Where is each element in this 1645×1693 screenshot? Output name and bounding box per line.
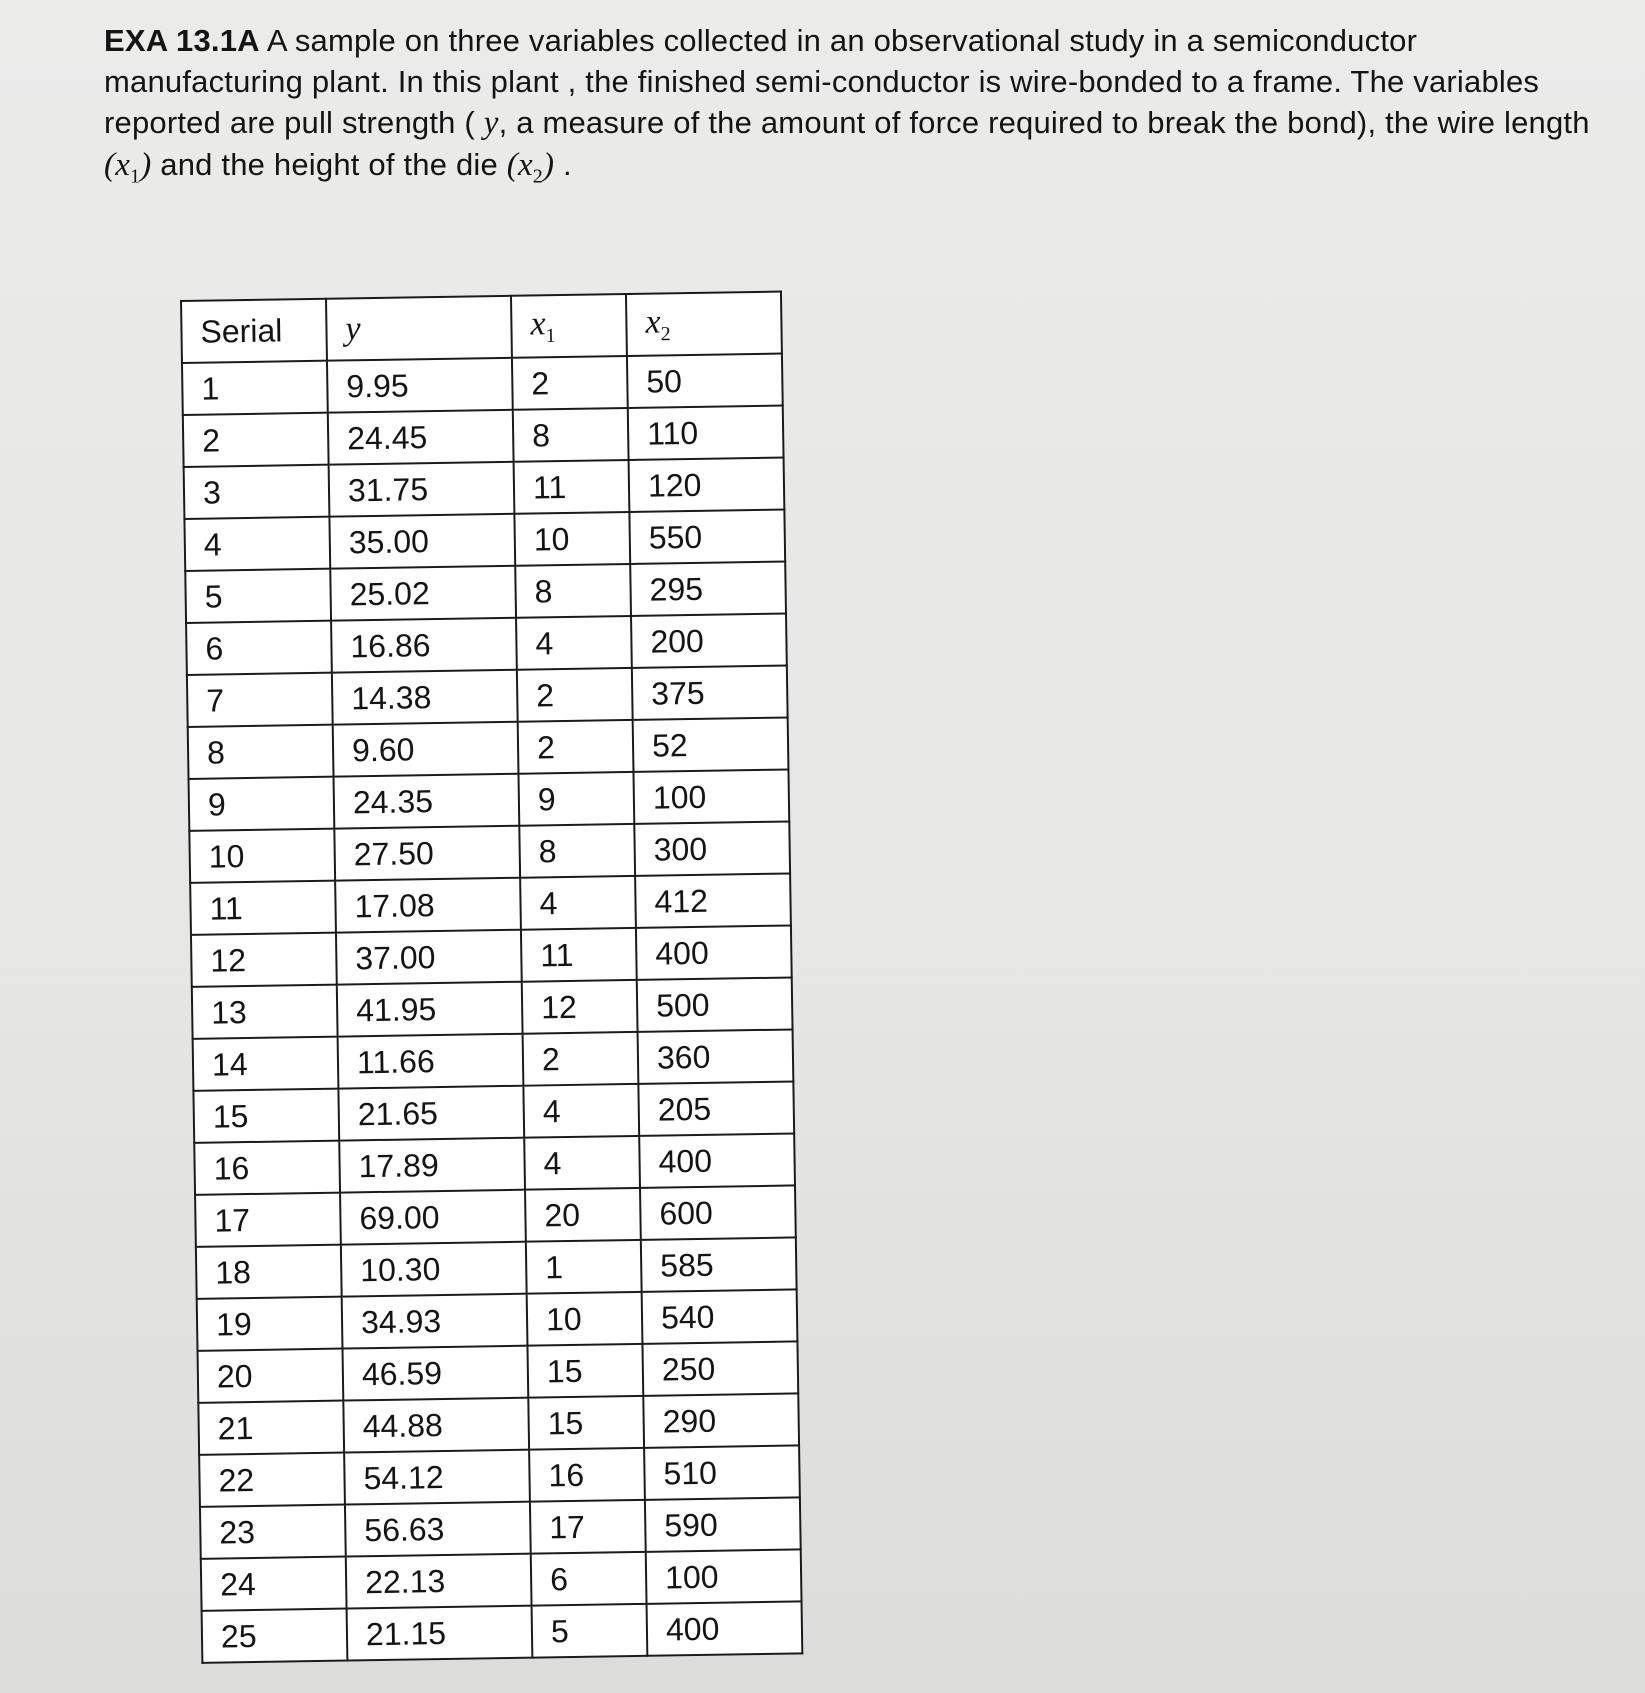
serial-cell: 9 [189, 777, 335, 831]
x1-cell: 2 [512, 356, 628, 410]
x1-cell: 4 [516, 616, 632, 670]
x1-cell: 16 [529, 1448, 645, 1502]
serial-cell: 14 [193, 1037, 339, 1091]
x1-cell: 5 [532, 1604, 648, 1658]
y-cell: 21.65 [338, 1086, 524, 1141]
x1-cell: 17 [530, 1500, 646, 1554]
table-row [193, 1081, 794, 1142]
data-table-container [180, 291, 801, 1655]
table-row [188, 718, 789, 779]
y-cell: 16.86 [331, 618, 517, 673]
x2-cell: 400 [647, 1601, 803, 1655]
header-x1: $x_1$ [511, 294, 627, 358]
x1-cell: 12 [522, 980, 638, 1034]
x1-cell: 8 [513, 408, 629, 462]
y-cell: 69.00 [340, 1190, 526, 1245]
x2-cell: 205 [638, 1081, 794, 1135]
y-cell: 17.89 [339, 1138, 525, 1193]
x2-cell: 250 [642, 1341, 798, 1395]
x2-cell: 110 [628, 406, 784, 460]
table-row [184, 458, 785, 519]
serial-cell: 25 [202, 1609, 348, 1663]
x2-cell: 360 [638, 1029, 794, 1083]
table-row [191, 925, 792, 986]
x1-cell: 2 [523, 1032, 639, 1086]
table-row [198, 1393, 799, 1454]
serial-cell: 21 [198, 1401, 344, 1455]
header-x2: $x_2$ [626, 292, 782, 356]
x1-cell: 10 [527, 1292, 643, 1346]
variable-x2: $(x_2)$ [506, 147, 555, 188]
description-text-1: A sample on three variables collected in an observational study in a semiconductor manufacturing plant. In this plant , the finished semi-conductor is wire-bonded to a frame. The variables reported are pull strength ( [104, 23, 1540, 140]
serial-cell: 3 [184, 465, 330, 519]
example-description [104, 20, 1604, 198]
x2-cell: 590 [645, 1497, 801, 1551]
table-row [183, 406, 784, 467]
y-cell: 14.38 [332, 670, 518, 725]
table-row [195, 1185, 796, 1246]
serial-cell: 1 [182, 361, 328, 415]
description-text-2: , a measure of the amount of force required to break the bond), the wire length [498, 105, 1590, 140]
x1-cell: 20 [525, 1188, 641, 1242]
x2-cell: 510 [644, 1445, 800, 1499]
y-cell: 41.95 [337, 982, 523, 1037]
table-row [182, 354, 783, 415]
serial-cell: 17 [195, 1193, 341, 1247]
y-cell: 37.00 [336, 930, 522, 985]
y-cell: 31.75 [329, 462, 515, 517]
x2-cell: 52 [633, 718, 789, 772]
y-cell: 25.02 [330, 566, 516, 621]
x2-cell: 100 [646, 1549, 802, 1603]
table-row [192, 977, 793, 1038]
example-id: EXA 13.1A [104, 23, 260, 58]
y-cell: 9.60 [333, 722, 519, 777]
table-row [190, 873, 791, 934]
x1-cell: 8 [519, 824, 635, 878]
serial-cell: 18 [196, 1245, 342, 1299]
x2-cell: 550 [629, 510, 785, 564]
serial-cell: 12 [191, 933, 337, 987]
table-row [202, 1601, 803, 1662]
serial-cell: 20 [198, 1349, 344, 1403]
y-cell: 11.66 [338, 1034, 524, 1089]
serial-cell: 24 [201, 1557, 347, 1611]
x2-cell: 120 [629, 458, 785, 512]
table-header-row [181, 292, 782, 363]
x1-cell: 1 [526, 1240, 642, 1294]
y-cell: 10.30 [341, 1242, 527, 1297]
x1-cell: 4 [520, 876, 636, 930]
x1-cell: 8 [515, 564, 631, 618]
description-text-3: and the height of the die [151, 147, 507, 182]
y-cell: 9.95 [327, 358, 513, 413]
table-row [184, 510, 785, 571]
serial-cell: 22 [199, 1453, 345, 1507]
variable-x1: $(x_1)$ [104, 147, 152, 188]
x2-cell: 400 [639, 1133, 795, 1187]
x2-cell: 585 [641, 1237, 797, 1291]
x2-cell: 600 [640, 1185, 796, 1239]
header-serial: Serial [181, 299, 327, 363]
x1-cell: 2 [517, 668, 633, 722]
table-row [194, 1133, 795, 1194]
x1-cell: 15 [527, 1344, 643, 1398]
serial-cell: 7 [187, 673, 333, 727]
x2-cell: 400 [636, 925, 792, 979]
y-cell: 17.08 [335, 878, 521, 933]
x1-cell: 10 [514, 512, 630, 566]
y-cell: 22.13 [346, 1554, 532, 1609]
y-cell: 56.63 [345, 1502, 531, 1557]
y-cell: 24.35 [334, 774, 520, 829]
x1-cell: 2 [518, 720, 634, 774]
serial-cell: 15 [193, 1089, 339, 1143]
table-row [189, 770, 790, 831]
serial-cell: 5 [185, 569, 331, 623]
table-row [197, 1289, 798, 1350]
x2-cell: 100 [633, 770, 789, 824]
serial-cell: 13 [192, 985, 338, 1039]
table-row [193, 1029, 794, 1090]
table-row [186, 614, 787, 675]
x2-cell: 412 [635, 873, 791, 927]
x1-cell: 11 [514, 460, 630, 514]
x2-cell: 290 [643, 1393, 799, 1447]
table-row [185, 562, 786, 623]
serial-cell: 6 [186, 621, 332, 675]
x1-cell: 4 [524, 1136, 640, 1190]
serial-cell: 10 [189, 829, 335, 883]
serial-cell: 23 [200, 1505, 346, 1559]
table-row [199, 1445, 800, 1506]
serial-cell: 16 [194, 1141, 340, 1195]
table-row [187, 666, 788, 727]
x1-cell: 11 [521, 928, 637, 982]
y-cell: 54.12 [344, 1450, 530, 1505]
x2-cell: 375 [632, 666, 788, 720]
x2-cell: 540 [642, 1289, 798, 1343]
y-cell: 21.15 [347, 1606, 533, 1661]
x2-cell: 50 [627, 354, 783, 408]
table-body [182, 354, 802, 1663]
variable-y: y [483, 105, 499, 141]
serial-cell: 2 [183, 413, 329, 467]
x1-cell: 6 [531, 1552, 647, 1606]
y-cell: 44.88 [343, 1398, 529, 1453]
y-cell: 34.93 [342, 1294, 528, 1349]
description-text-4: . [554, 147, 572, 182]
x1-cell: 15 [528, 1396, 644, 1450]
y-cell: 27.50 [334, 826, 520, 881]
table-row [189, 821, 790, 882]
header-y: y [326, 296, 512, 361]
table-row [201, 1549, 802, 1610]
x2-cell: 300 [634, 821, 790, 875]
y-cell: 24.45 [328, 410, 514, 465]
serial-cell: 11 [190, 881, 336, 935]
x1-cell: 4 [523, 1084, 639, 1138]
y-cell: 35.00 [329, 514, 515, 569]
table-row [200, 1497, 801, 1558]
y-cell: 46.59 [342, 1346, 528, 1401]
x2-cell: 500 [637, 977, 793, 1031]
table-row [198, 1341, 799, 1402]
table-row [196, 1237, 797, 1298]
x2-cell: 200 [631, 614, 787, 668]
x2-cell: 295 [630, 562, 786, 616]
x1-cell: 9 [518, 772, 634, 826]
data-table [180, 291, 803, 1664]
serial-cell: 4 [184, 517, 330, 571]
serial-cell: 8 [188, 725, 334, 779]
serial-cell: 19 [197, 1297, 343, 1351]
